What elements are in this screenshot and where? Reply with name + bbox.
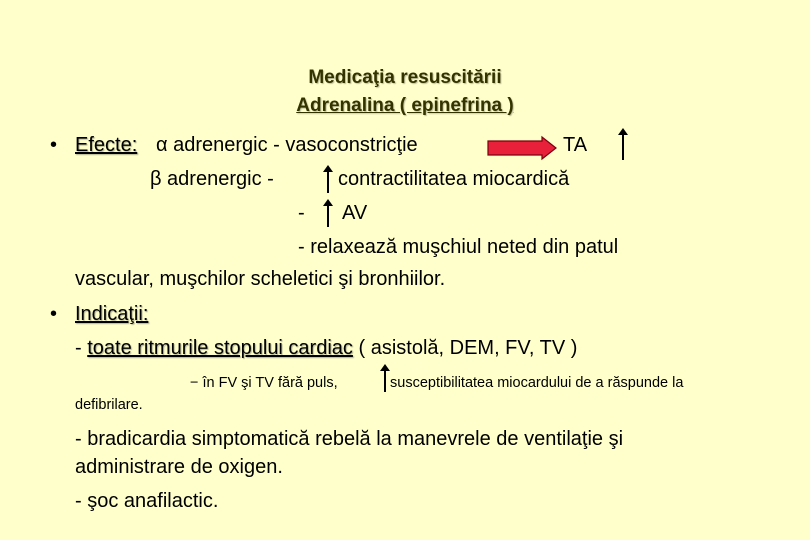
up-arrow-icon — [322, 164, 334, 194]
effects-beta-text: β adrenergic - — [150, 168, 274, 190]
indications-line1-dash: - — [75, 337, 82, 359]
slide-title: Medicaţia resuscitării — [308, 67, 502, 88]
indications-brady-line1: - bradicardia simptomatică rebelă la manevrele de ventilaţie şi — [75, 428, 624, 450]
effects-beta-result: contractilitatea miocardică — [338, 168, 570, 190]
indications-shock: - şoc anafilactic. — [75, 490, 219, 512]
indications-rhythms: ( asistolă, DEM, FV, TV ) — [358, 337, 578, 359]
effects-alpha-result: TA — [563, 134, 588, 156]
effects-av: AV — [342, 202, 368, 224]
effects-alpha-text: α adrenergic - vasoconstricţie — [156, 134, 418, 156]
up-arrow-icon — [322, 198, 334, 228]
indications-brady-line2: administrare de oxigen. — [75, 456, 283, 478]
bullet-indications: • — [50, 303, 58, 325]
indications-label: Indicaţii: — [75, 303, 149, 325]
up-arrow-icon — [617, 127, 629, 161]
effects-label: Efecte: — [75, 134, 138, 156]
indications-fv-tv: − în FV şi TV fără puls, — [190, 375, 338, 391]
indications-susceptibility: susceptibilitatea miocardului de a răspunde la — [390, 375, 684, 391]
effects-relax-line1: - relaxează muşchiul neted din patul — [298, 236, 619, 258]
right-arrow-icon — [486, 136, 558, 160]
indications-defibrillation: defibrilare. — [75, 397, 143, 413]
indications-line1 — [75, 337, 577, 360]
indications-cardiac-arrest: toate ritmurile stopului cardiac — [87, 337, 353, 359]
bullet-effects: • — [50, 134, 58, 156]
effects-av-dash: - — [298, 202, 305, 224]
effects-relax-line2: vascular, muşchilor scheletici şi bronhiilor. — [75, 268, 446, 290]
slide-subtitle: Adrenalina ( epinefrina ) — [296, 95, 514, 116]
